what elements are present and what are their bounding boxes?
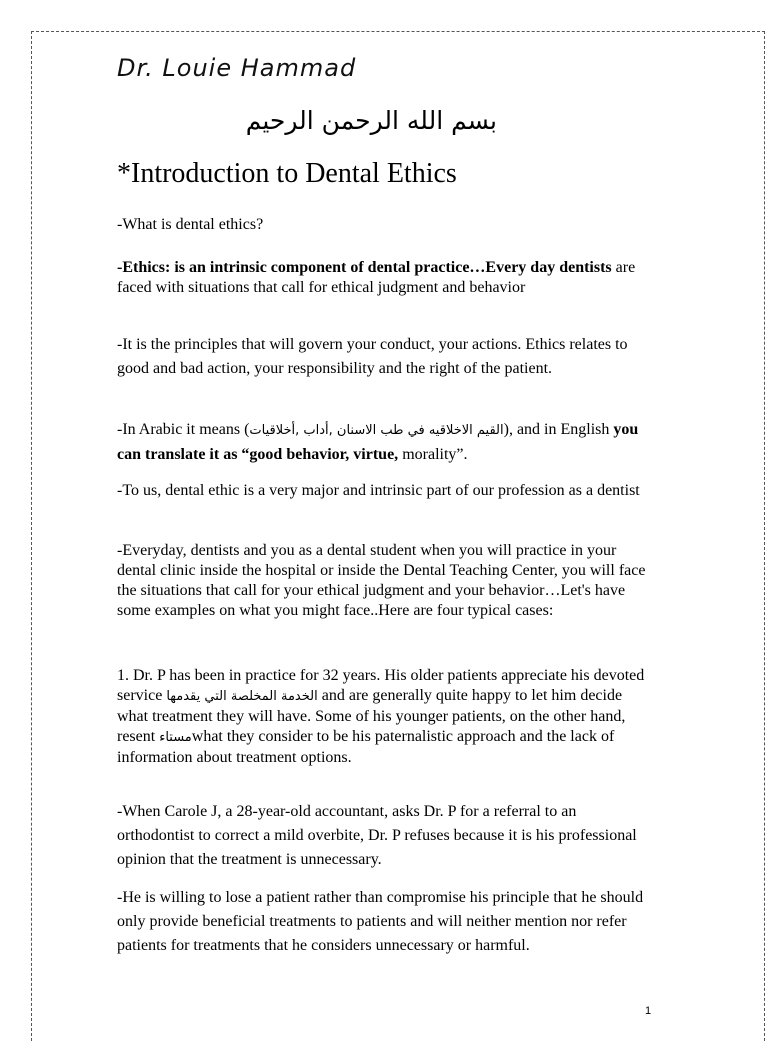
document-title: *Introduction to Dental Ethics [117, 158, 457, 189]
arabic-meaning-english: ), and in English [503, 421, 614, 438]
page-number: 1 [645, 1005, 652, 1017]
everyday-paragraph: -Everyday, dentists and you as a dental student when you will practice in your dental clinic inside the hospital or inside the Dental Teaching Center, you will face the situations that call for your ethical judgment and your behavior…Let's have some examples on what you might face..Here are four typical cases: [117, 542, 646, 619]
ethics-definition-paragraph [117, 258, 657, 298]
case-one-paragraph [117, 666, 657, 768]
arabic-meaning-intro: -In Arabic it means ( [117, 421, 250, 438]
profession-paragraph: -To us, dental ethic is a very major and intrinsic part of our profession as a dentist [117, 482, 640, 499]
question-paragraph: -What is dental ethics? [117, 216, 264, 233]
principle-paragraph: -He is willing to lose a patient rather than compromise his principle that he should only provide beneficial treatments to patients and will neither mention nor refer patients for treatments that he considers unnecessary or harmful. [117, 889, 644, 954]
case-one-text-c: what they consider to be his paternalistic approach and the lack of information about treatment options. [117, 728, 615, 766]
case-one-arabic-b: مستاء [159, 730, 192, 745]
arabic-meaning-arabic: القيم الاخلاقيه في طب الاسنان ,أداب ,أخلاقيات [249, 423, 504, 438]
arabic-meaning-paragraph [117, 418, 657, 467]
basmala-heading: بسم الله الرحمن الرحيم [245, 106, 497, 135]
carole-paragraph: -When Carole J, a 28-year-old accountant, asks Dr. P for a referral to an orthodontist to correct a mild overbite, Dr. P refuses because it is his professional opinion that the treatment is unnecessary. [117, 803, 637, 868]
ethics-definition-text: are faced with situations that call for ethical judgment and behavior [117, 259, 636, 296]
case-one-text-b: and are generally quite happy to let him decide what treatment they will have. Some of his younger patients, on the other hand, resent [117, 687, 626, 745]
arabic-meaning-bold: you can translate it as “good behavior, virtue, [117, 421, 639, 463]
author-name: Dr. Louie Hammad [117, 54, 357, 82]
ethics-definition-bold: -Ethics: is an intrinsic component of dental practice…Every day dentists [117, 259, 612, 276]
arabic-meaning-end: morality”. [398, 446, 468, 463]
principles-paragraph: -It is the principles that will govern your conduct, your actions. Ethics relates to good and bad action, your responsibility and the right of the patient. [117, 336, 628, 377]
case-one-arabic-a: الخدمة المخلصة التي يقدمها [166, 689, 318, 704]
case-one-text-a: 1. Dr. P has been in practice for 32 years. His older patients appreciate his devoted service [117, 667, 645, 704]
